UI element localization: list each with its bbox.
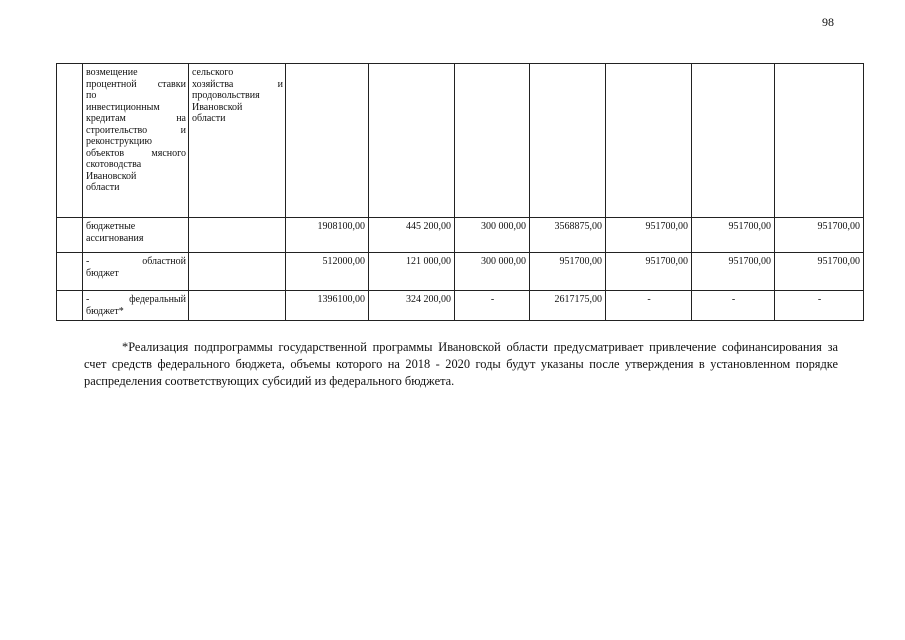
item-name-line: возмещение bbox=[86, 67, 138, 78]
item-name-cell bbox=[83, 291, 189, 321]
executor-cell bbox=[189, 218, 286, 253]
value-cell: 951700,00 bbox=[606, 253, 692, 291]
row-number-cell bbox=[57, 291, 83, 321]
value-cell: 2617175,00 bbox=[530, 291, 606, 321]
value-cell: 951700,00 bbox=[775, 218, 864, 253]
item-name-line: бюджет bbox=[86, 267, 119, 279]
value-cell bbox=[606, 64, 692, 218]
value-cell: - bbox=[606, 291, 692, 321]
value-cell: 951700,00 bbox=[606, 218, 692, 253]
value-cell: - bbox=[775, 291, 864, 321]
value-cell: - bbox=[692, 291, 775, 321]
executor-line: области bbox=[192, 113, 226, 124]
value-cell: 324 200,00 bbox=[369, 291, 455, 321]
page-number: 98 bbox=[822, 15, 834, 29]
item-name-line: по bbox=[86, 90, 97, 101]
executor-cell bbox=[189, 291, 286, 321]
value-cell: 1396100,00 bbox=[286, 291, 369, 321]
item-name-line: скотоводства bbox=[86, 159, 142, 170]
row-number-cell bbox=[57, 64, 83, 218]
value-cell bbox=[692, 64, 775, 218]
footnote-text: *Реализация подпрограммы государственной программы Ивановской области предусматривает привлечение софинансирования за счет средств федерального бюджета, объемы которого на 2018 - 2020 годы будут указаны после утверждения в установленном порядке распределения соответствующих субсидий из федерального бюджета. bbox=[84, 340, 838, 388]
value-cell bbox=[530, 64, 606, 218]
value-cell: 300 000,00 bbox=[455, 218, 530, 253]
value-cell: 951700,00 bbox=[530, 253, 606, 291]
executor-cell bbox=[189, 64, 286, 218]
item-name-line: - федеральный bbox=[86, 294, 186, 305]
value-cell: 951700,00 bbox=[692, 218, 775, 253]
item-name-line: процентной ставки bbox=[86, 78, 186, 90]
item-name-line: реконструкцию bbox=[86, 136, 152, 147]
executor-line: Ивановской bbox=[192, 101, 243, 113]
table-row bbox=[57, 253, 864, 291]
item-name-line: строительство и bbox=[86, 124, 186, 136]
value-cell: 445 200,00 bbox=[369, 218, 455, 253]
value-cell: 951700,00 bbox=[692, 253, 775, 291]
item-name-cell bbox=[83, 64, 189, 218]
budget-table bbox=[56, 63, 864, 321]
value-cell: 300 000,00 bbox=[455, 253, 530, 291]
item-name-line: бюджет* bbox=[86, 305, 124, 317]
table-row bbox=[57, 218, 864, 253]
value-cell bbox=[775, 64, 864, 218]
row-number-cell bbox=[57, 218, 83, 253]
row-number-cell bbox=[57, 253, 83, 291]
value-cell: - bbox=[455, 291, 530, 321]
item-name-line: - областной bbox=[86, 256, 186, 267]
item-name-line: области bbox=[86, 182, 120, 193]
item-name-line: ассигнования bbox=[86, 232, 144, 244]
executor-cell bbox=[189, 253, 286, 291]
executor-line: сельского bbox=[192, 67, 234, 78]
item-name-line: инвестиционным bbox=[86, 101, 160, 113]
item-name-line: бюджетные bbox=[86, 221, 136, 232]
value-cell bbox=[455, 64, 530, 218]
item-name-line: объектов мясного bbox=[86, 147, 186, 159]
executor-line: продовольствия bbox=[192, 90, 260, 101]
value-cell: 3568875,00 bbox=[530, 218, 606, 253]
table-row bbox=[57, 64, 864, 218]
item-name-cell bbox=[83, 218, 189, 253]
item-name-line: Ивановской bbox=[86, 170, 137, 182]
footnote bbox=[84, 339, 838, 390]
executor-line: хозяйства и bbox=[192, 78, 283, 90]
value-cell: 121 000,00 bbox=[369, 253, 455, 291]
value-cell bbox=[369, 64, 455, 218]
value-cell bbox=[286, 64, 369, 218]
value-cell: 512000,00 bbox=[286, 253, 369, 291]
value-cell: 1908100,00 bbox=[286, 218, 369, 253]
item-name-cell bbox=[83, 253, 189, 291]
value-cell: 951700,00 bbox=[775, 253, 864, 291]
item-name-line: кредитам на bbox=[86, 113, 186, 124]
table-row bbox=[57, 291, 864, 321]
